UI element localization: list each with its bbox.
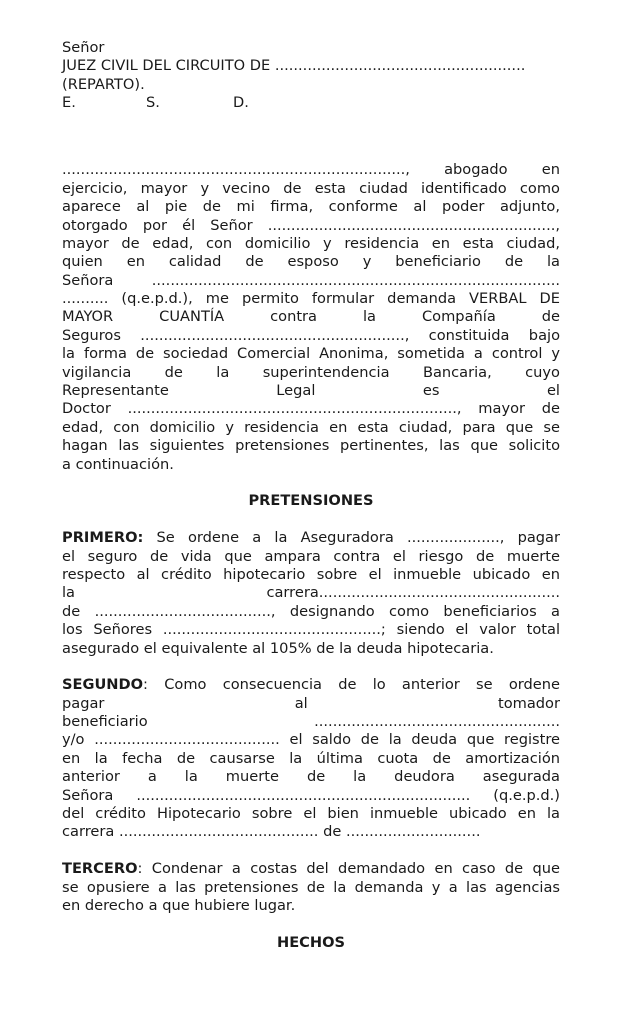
- tercero-line-last: en derecho a que hubiere lugar.: [62, 896, 296, 914]
- segundo-line: anterior a la muerte de la deudora asegurada: [62, 768, 560, 786]
- primero-line: de ......................................, designando como beneficiarios a: [62, 602, 560, 620]
- intro-line: ejercicio, mayor y vecino de esta ciudad identificado como: [62, 179, 560, 197]
- tercero-first-line: [62, 860, 560, 878]
- section-heading-hechos: HECHOS: [276, 933, 346, 951]
- esd-e: E.: [62, 94, 76, 112]
- primero-line: el seguro de vida que ampara contra el riesgo de muerte: [62, 547, 560, 565]
- spacer: [62, 113, 560, 150]
- intro-line: Representante Legal es el: [62, 382, 560, 400]
- spacer: [62, 149, 560, 161]
- intro-line: aparece al pie de mi firma, conforme al poder adjunto,: [62, 198, 560, 216]
- primero-first-line: [62, 529, 560, 547]
- intro-line: quien en calidad de esposo y beneficiario de la: [62, 253, 560, 271]
- primero-line-last: asegurado el equivalente al 105% de la deuda hipotecaria.: [62, 639, 494, 657]
- segundo-line: beneficiario .....................................................: [62, 713, 560, 731]
- segundo-paragraph: [62, 676, 560, 842]
- primero-line: los Señores ...............................................; siendo el valor total: [62, 621, 560, 639]
- tercero-first-text: : Condenar a costas del demandado en caso de que: [137, 860, 560, 878]
- primero-first-text: Se ordene a la Aseguradora ...................., pagar: [143, 529, 560, 547]
- reparto: (REPARTO).: [62, 75, 145, 93]
- intro-line: Seguros ........................................................., constituida bajo: [62, 326, 560, 344]
- intro-line: la forma de sociedad Comercial Anonima, sometida a control y: [62, 345, 560, 363]
- intro-line: edad, con domicilio y residencia en esta ciudad, para que se: [62, 418, 560, 436]
- segundo-first-text: : Como consecuencia de lo anterior se ordene: [143, 676, 560, 694]
- section-heading-pretensiones: PRETENSIONES: [248, 492, 374, 510]
- intro-paragraph: [62, 161, 560, 474]
- tercero-label: TERCERO: [62, 860, 138, 878]
- segundo-label: SEGUNDO: [62, 676, 144, 694]
- intro-line: MAYOR CUANTÍA contra la Compañía de: [62, 308, 560, 326]
- salutation: Señor: [62, 39, 105, 56]
- primero-line: la carrera....................................................: [62, 584, 560, 602]
- intro-line: vigilancia de la superintendencia Bancaria, cuyo: [62, 363, 560, 381]
- intro-line: Señora ........................................................................................: [62, 271, 560, 289]
- intro-line: mayor de edad, con domicilio y residencia en esta ciudad,: [62, 234, 560, 252]
- primero-label: PRIMERO:: [62, 529, 144, 547]
- primero-line: respecto al crédito hipotecario sobre el inmueble ubicado en: [62, 565, 560, 583]
- segundo-line: y/o ........................................ el saldo de la deuda que registre: [62, 731, 560, 749]
- esd-s: S.: [146, 94, 160, 112]
- intro-line-last: a continuación.: [62, 455, 174, 473]
- spacer: [62, 474, 560, 492]
- segundo-line: en la fecha de causarse la última cuota de amortización: [62, 749, 560, 767]
- intro-line: Doctor ......................................................................., mayor de: [62, 400, 560, 418]
- esd-line: [62, 94, 560, 112]
- primero-paragraph: [62, 529, 560, 658]
- intro-line: hagan las siguientes pretensiones pertinentes, las que solicito: [62, 437, 560, 455]
- spacer: [62, 842, 560, 860]
- addressee: JUEZ CIVIL DEL CIRCUITO DE ......................................................: [62, 57, 526, 75]
- segundo-first-line: [62, 676, 560, 694]
- tercero-line: se opusiere a las pretensiones de la demanda y a las agencias: [62, 878, 560, 896]
- esd-d: D.: [233, 94, 249, 112]
- intro-line: .........................................................................., abogado en: [62, 161, 560, 179]
- segundo-line: del crédito Hipotecario sobre el bien inmueble ubicado en la: [62, 805, 560, 823]
- spacer: [62, 915, 560, 933]
- spacer: [62, 511, 560, 529]
- segundo-line: pagar al tomador: [62, 694, 560, 712]
- spacer: [62, 658, 560, 676]
- segundo-line-last: carrera ........................................... de .............................: [62, 823, 481, 841]
- intro-line: otorgado por él Señor ..............................................................,: [62, 216, 560, 234]
- tercero-paragraph: [62, 860, 560, 915]
- document-page: [62, 39, 560, 952]
- intro-line: .......... (q.e.p.d.), me permito formular demanda VERBAL DE: [62, 290, 560, 308]
- segundo-line: Señora ........................................................................ (q.e.p.d.): [62, 786, 560, 804]
